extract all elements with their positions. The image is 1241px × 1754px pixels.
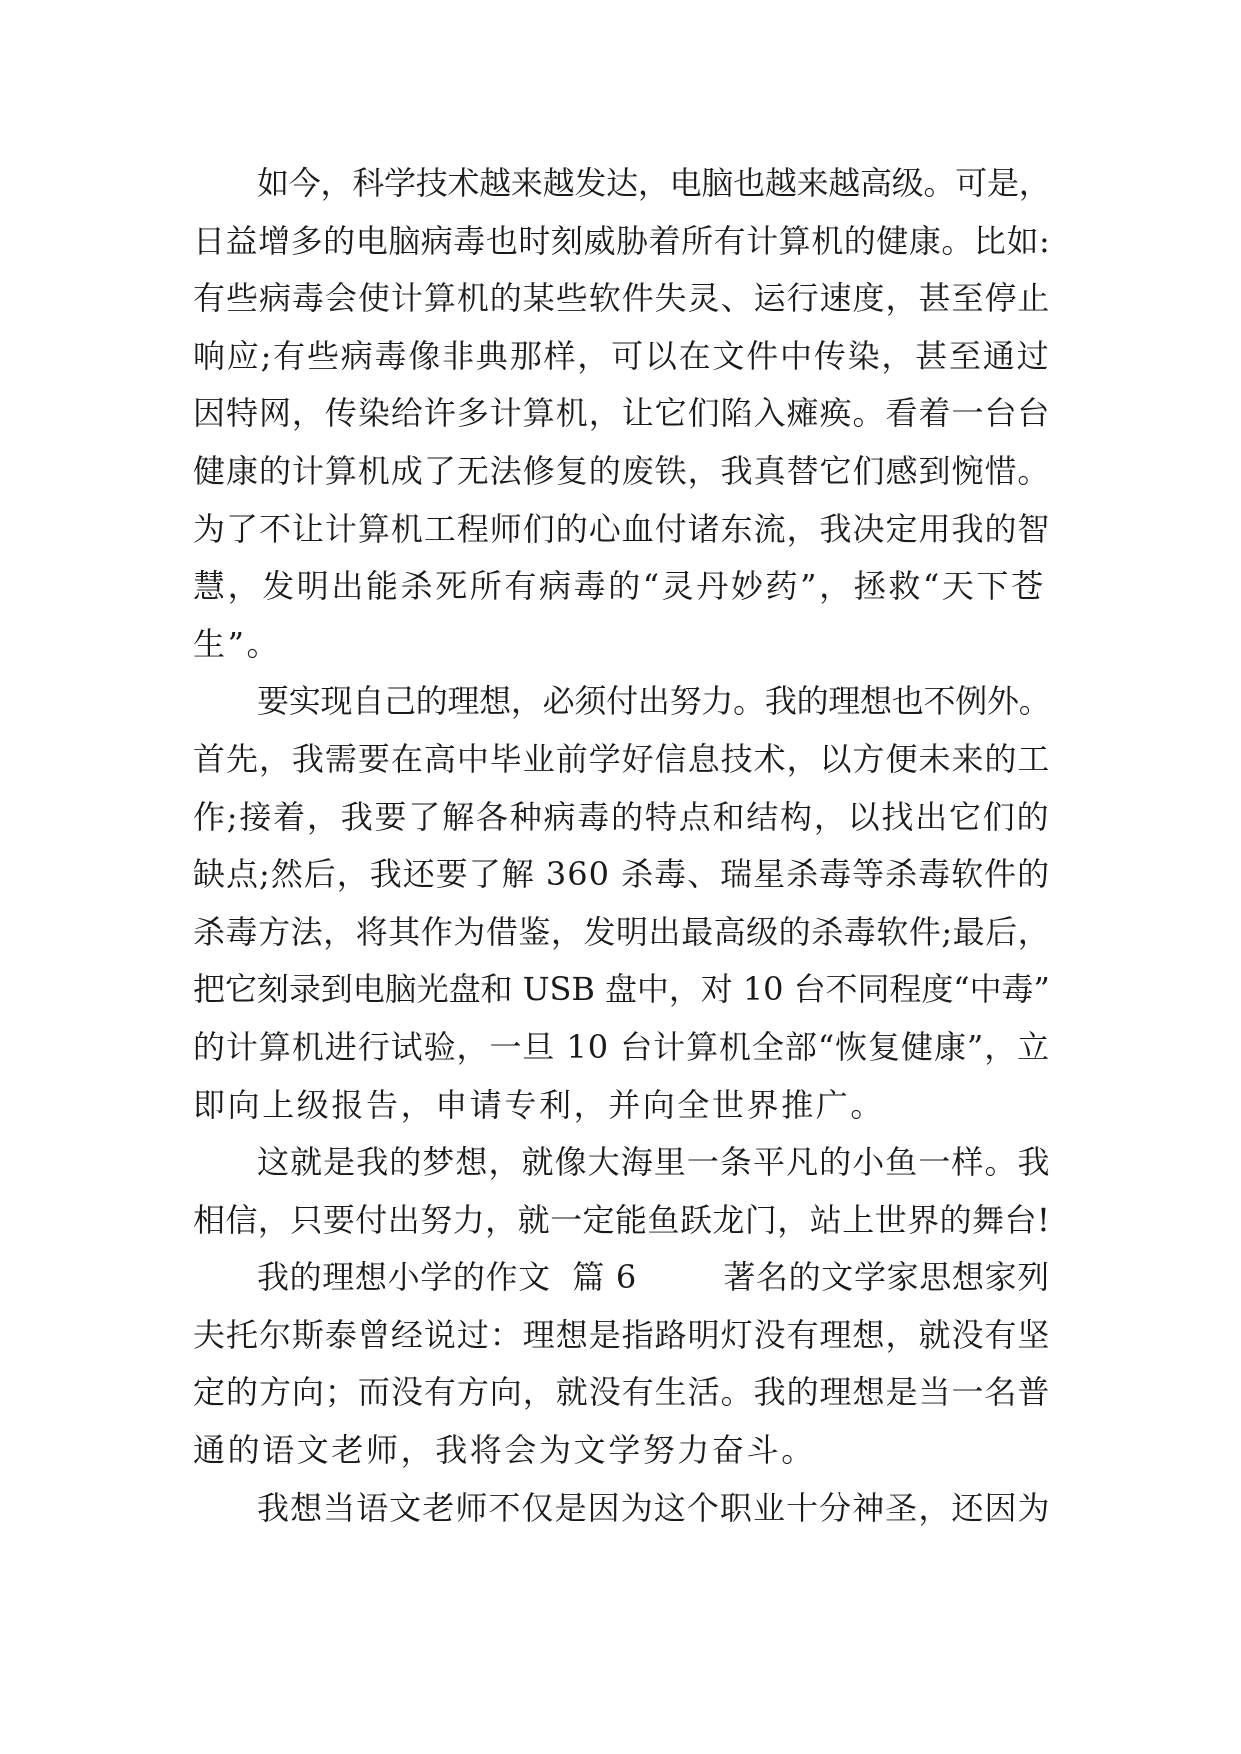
text-line: 缺点;然后，我还要了解 360 杀毒、瑞星杀毒等杀毒软件的 (193, 855, 1051, 894)
document-body (193, 155, 1053, 1537)
text-line: 因特网，传染给许多计算机，让它们陷入瘫痪。看着一台台 (193, 394, 1051, 433)
text-line: 定的方向；而没有方向，就没有生活。我的理想是当一名普 (193, 1373, 1051, 1412)
text-line: 我想当语文老师不仅是因为这个职业十分神圣，还因为 (257, 1488, 1051, 1527)
text-line: 的计算机进行试验，一旦 10 台计算机全部“恢复健康”，立 (193, 1027, 1051, 1066)
text-line: 慧，发明出能杀死所有病毒的“灵丹妙药”，拯救“天下苍 (193, 567, 1046, 606)
text-line: 首先，我需要在高中毕业前学好信息技术，以方便未来的工 (193, 739, 1051, 778)
text-line: 作;接着，我要了解各种病毒的特点和结构，以找出它们的 (193, 797, 1051, 836)
text-line: 响应;有些病毒像非典那样，可以在文件中传染，甚至通过 (193, 336, 1051, 375)
text-line: 即向上级报告，申请专利，并向全世界推广。 (193, 1085, 886, 1124)
text-line: 生”。 (193, 624, 282, 663)
text-line: 要实现自己的理想，必须付出努力。我的理想也不例外。 (257, 682, 1051, 721)
text-line: 夫托尔斯泰曾经说过：理想是指路明灯没有理想，就没有坚 (193, 1315, 1051, 1354)
text-line: 日益增多的电脑病毒也时刻威胁着所有计算机的健康。比如: (193, 221, 1051, 260)
text-line: 有些病毒会使计算机的某些软件失灵、运行速度，甚至停止 (193, 279, 1051, 318)
text-line: 相信，只要付出努力，就一定能鱼跃龙门，站上世界的舞台! (193, 1200, 1051, 1239)
text-line: 把它刻录到电脑光盘和 USB 盘中，对 10 台不同程度“中毒” (193, 970, 1050, 1009)
text-line: 我的理想小学的作文 篇 6 著名的文学家思想家列 (257, 1258, 1050, 1297)
text-line: 如今，科学技术越来越发达，电脑也越来越高级。可是， (257, 164, 1051, 202)
text-line: 为了不让计算机工程师们的心血付诸东流，我决定用我的智 (193, 509, 1051, 548)
text-line: 杀毒方法，将其作为借鉴，发明出最高级的杀毒软件;最后， (193, 912, 1051, 951)
text-line: 这就是我的梦想，就像大海里一条平凡的小鱼一样。我 (257, 1143, 1051, 1182)
text-line: 健康的计算机成了无法修复的废铁，我真替它们感到惋惜。 (193, 451, 1051, 490)
text-line: 通的语文老师，我将会为文学努力奋斗。 (193, 1431, 816, 1470)
